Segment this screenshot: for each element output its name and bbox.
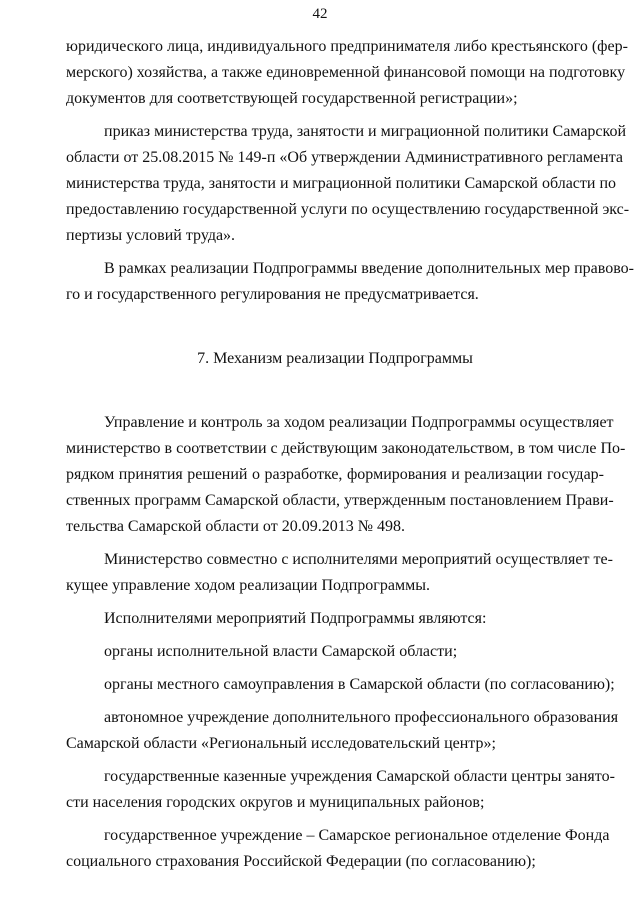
list-item <box>66 672 615 698</box>
text-line: документов для соответствующей государственной регистрации»; <box>66 90 518 107</box>
text-line: приказ министерства труда, занятости и миграционной политики Самарской <box>104 123 627 140</box>
text-line: государственное учреждение – Самарское региональное отделение Фонда <box>104 827 610 844</box>
text-line: кущее управление ходом реализации Подпрограммы. <box>66 577 430 594</box>
page-number: 42 <box>312 6 328 22</box>
text-line: Самарской области «Региональный исследовательский центр»; <box>66 735 496 752</box>
list-item <box>66 705 619 757</box>
list-item <box>66 823 610 875</box>
paragraph-current-management <box>66 547 613 599</box>
text-line: мерского) хозяйства, а также единовременной финансовой помощи на подготовку <box>66 64 626 81</box>
text-line: предоставлению государственной услуги по осуществлению государственной экс- <box>66 201 630 218</box>
text-line: министерства труда, занятости и миграционной политики Самарской области по <box>66 175 617 192</box>
paragraph-management-control <box>66 410 626 540</box>
text-line: органы исполнительной власти Самарской области; <box>104 643 458 660</box>
text-line: Управление и контроль за ходом реализации Подпрограммы осуществляет <box>104 414 614 431</box>
text-line: органы местного самоуправления в Самарской области (по согласованию); <box>104 676 615 693</box>
text-line: Министерство совместно с исполнителями мероприятий осуществляет те- <box>104 551 613 568</box>
paragraph-regulation <box>66 256 634 308</box>
text-line: юридического лица, индивидуального предпринимателя либо крестьянского (фер- <box>66 38 628 55</box>
paragraph-continuation <box>66 34 628 112</box>
text-line: пертизы условий труда». <box>66 227 236 244</box>
text-line: автономное учреждение дополнительного профессионального образования <box>104 709 619 726</box>
section-heading: 7. Механизм реализации Подпрограммы <box>197 350 473 367</box>
list-item <box>66 764 615 816</box>
text-line: Исполнителями мероприятий Подпрограммы являются: <box>104 610 487 627</box>
document-body <box>66 34 634 875</box>
text-line: рядком принятия решений о разработке, формирования и реализации государ- <box>66 466 604 483</box>
text-line: В рамках реализации Подпрограммы введение дополнительных мер правово- <box>104 260 634 277</box>
paragraph-executors-intro <box>66 606 604 632</box>
text-line: социального страхования Российской Федерации (по согласованию); <box>66 853 536 870</box>
text-line: сти населения городских округов и муниципальных районов; <box>66 794 485 811</box>
list-item <box>66 639 604 665</box>
text-line: тельства Самарской области от 20.09.2013 № 498. <box>66 518 405 535</box>
text-line: государственные казенные учреждения Самарской области центры занято- <box>104 768 615 785</box>
text-line: области от 25.08.2015 № 149-п «Об утверждении Административного регламента <box>66 149 623 166</box>
paragraph-order-149p <box>66 119 630 249</box>
text-line: го и государственного регулирования не предусматривается. <box>66 286 479 303</box>
text-line: министерство в соответствии с действующим законодательством, в том числе По- <box>66 440 626 457</box>
text-line: ственных программ Самарской области, утвержденным постановлением Прави- <box>66 492 614 509</box>
